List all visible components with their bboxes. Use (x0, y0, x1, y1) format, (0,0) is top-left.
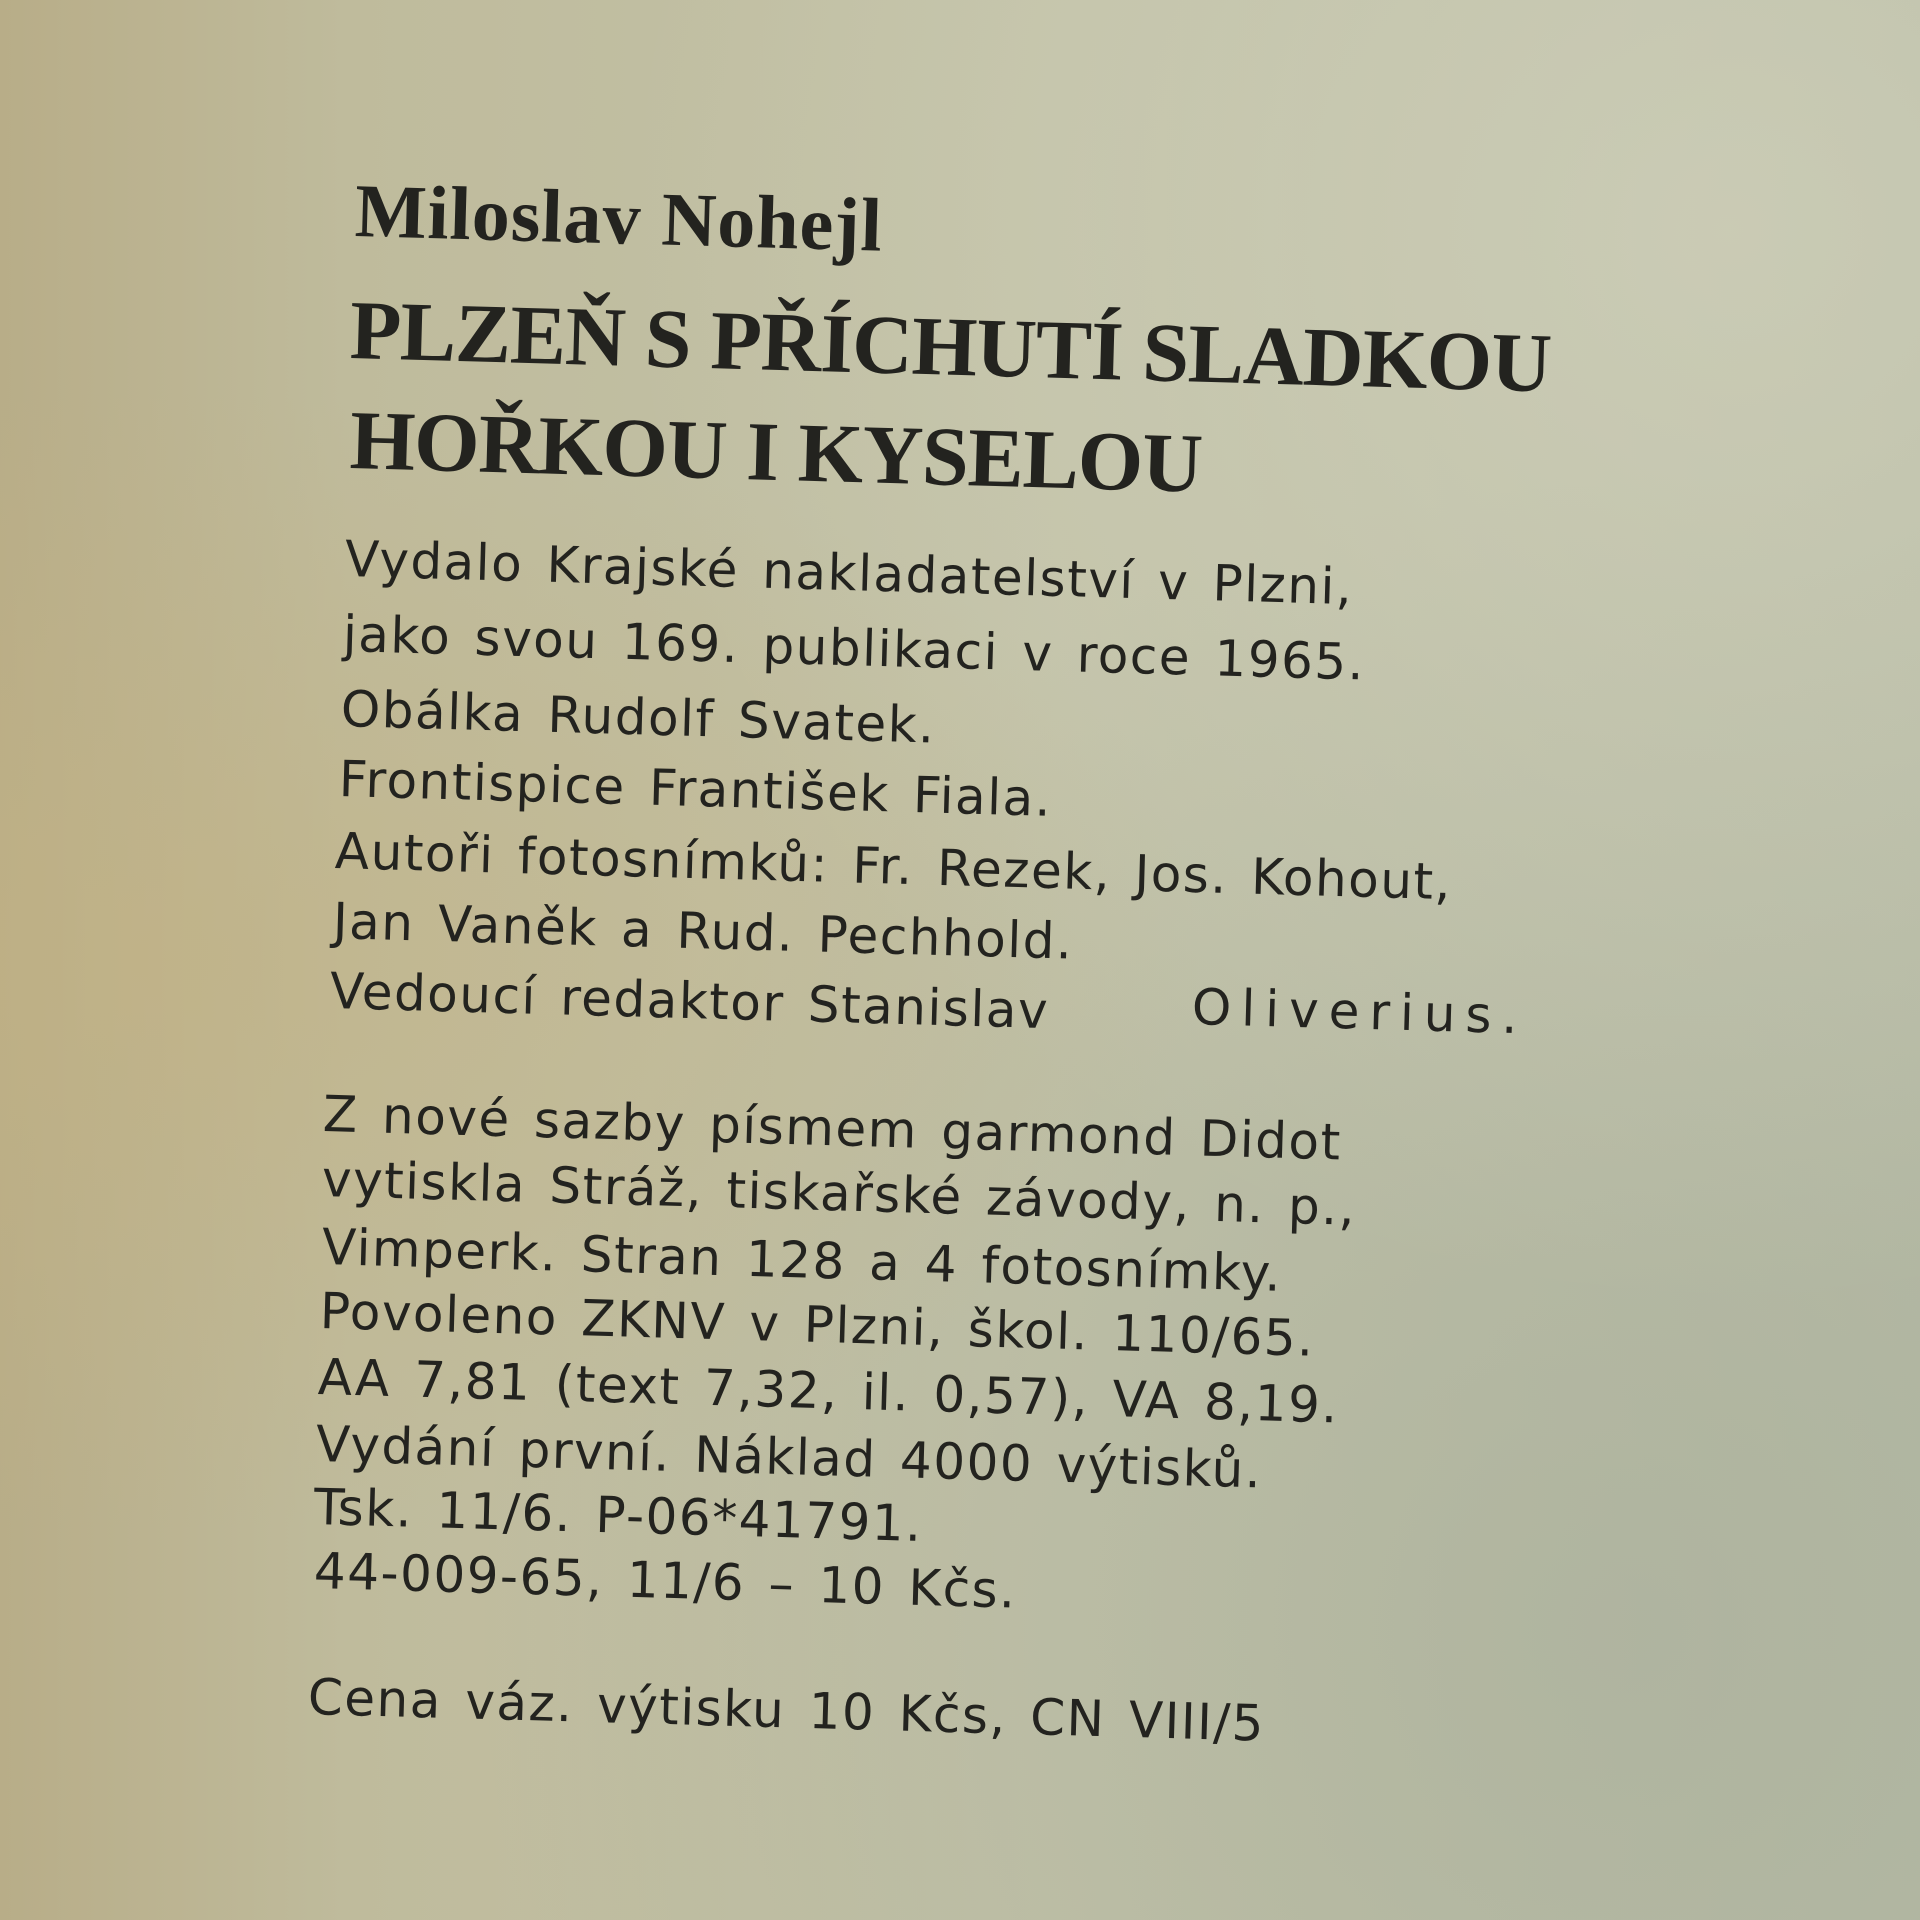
imprint-line: Vedoucí redaktor Stanislav (329, 962, 1050, 1041)
printing-line: 44-009-65, 11/6 – 10 Kčs. (313, 1542, 1018, 1620)
imprint-line: Autoři fotosnímků: Fr. Rezek, Jos. Kohout, (334, 822, 1453, 912)
printing-line: Vimperk. Stran 128 a 4 fotosnímky. (321, 1218, 1283, 1303)
printing-line: Tsk. 11/6. P-06*41791. (313, 1478, 924, 1553)
book-title-line-1: PLZEŇ S PŘÍCHUTÍ SLADKOU (348, 284, 1553, 411)
imprint-line: Vydalo Krajské nakladatelství v Plzni, (344, 530, 1355, 617)
imprint-line: jako svou 169. publikaci v roce 1965. (342, 605, 1366, 692)
printing-line: Z nové sazby písmem garmond Didot (322, 1085, 1343, 1172)
price-line: Cena váz. výtisku 10 Kčs, CN VIII/5 (307, 1668, 1266, 1753)
printing-line: Vydání první. Náklad 4000 výtisků. (315, 1415, 1264, 1500)
printing-line: AA 7,81 (text 7,32, il. 0,57), VA 8,19. (317, 1348, 1340, 1435)
author-name: Miloslav Nohejl (353, 169, 884, 268)
imprint-line: Obálka Rudolf Svatek. (340, 680, 937, 755)
imprint-line: Frontispice František Fiala. (338, 750, 1053, 828)
book-title-line-2: HOŘKOU I KYSELOU (348, 394, 1204, 511)
imprint-line: Jan Vaněk a Rud. Pechhold. (332, 892, 1075, 971)
printing-line: Povoleno ZKNV v Plzni, škol. 110/65. (319, 1282, 1316, 1368)
printing-line: vytiskla Stráž, tiskařské závody, n. p., (321, 1150, 1357, 1237)
imprint-line: Oliverius. (1191, 978, 1529, 1046)
